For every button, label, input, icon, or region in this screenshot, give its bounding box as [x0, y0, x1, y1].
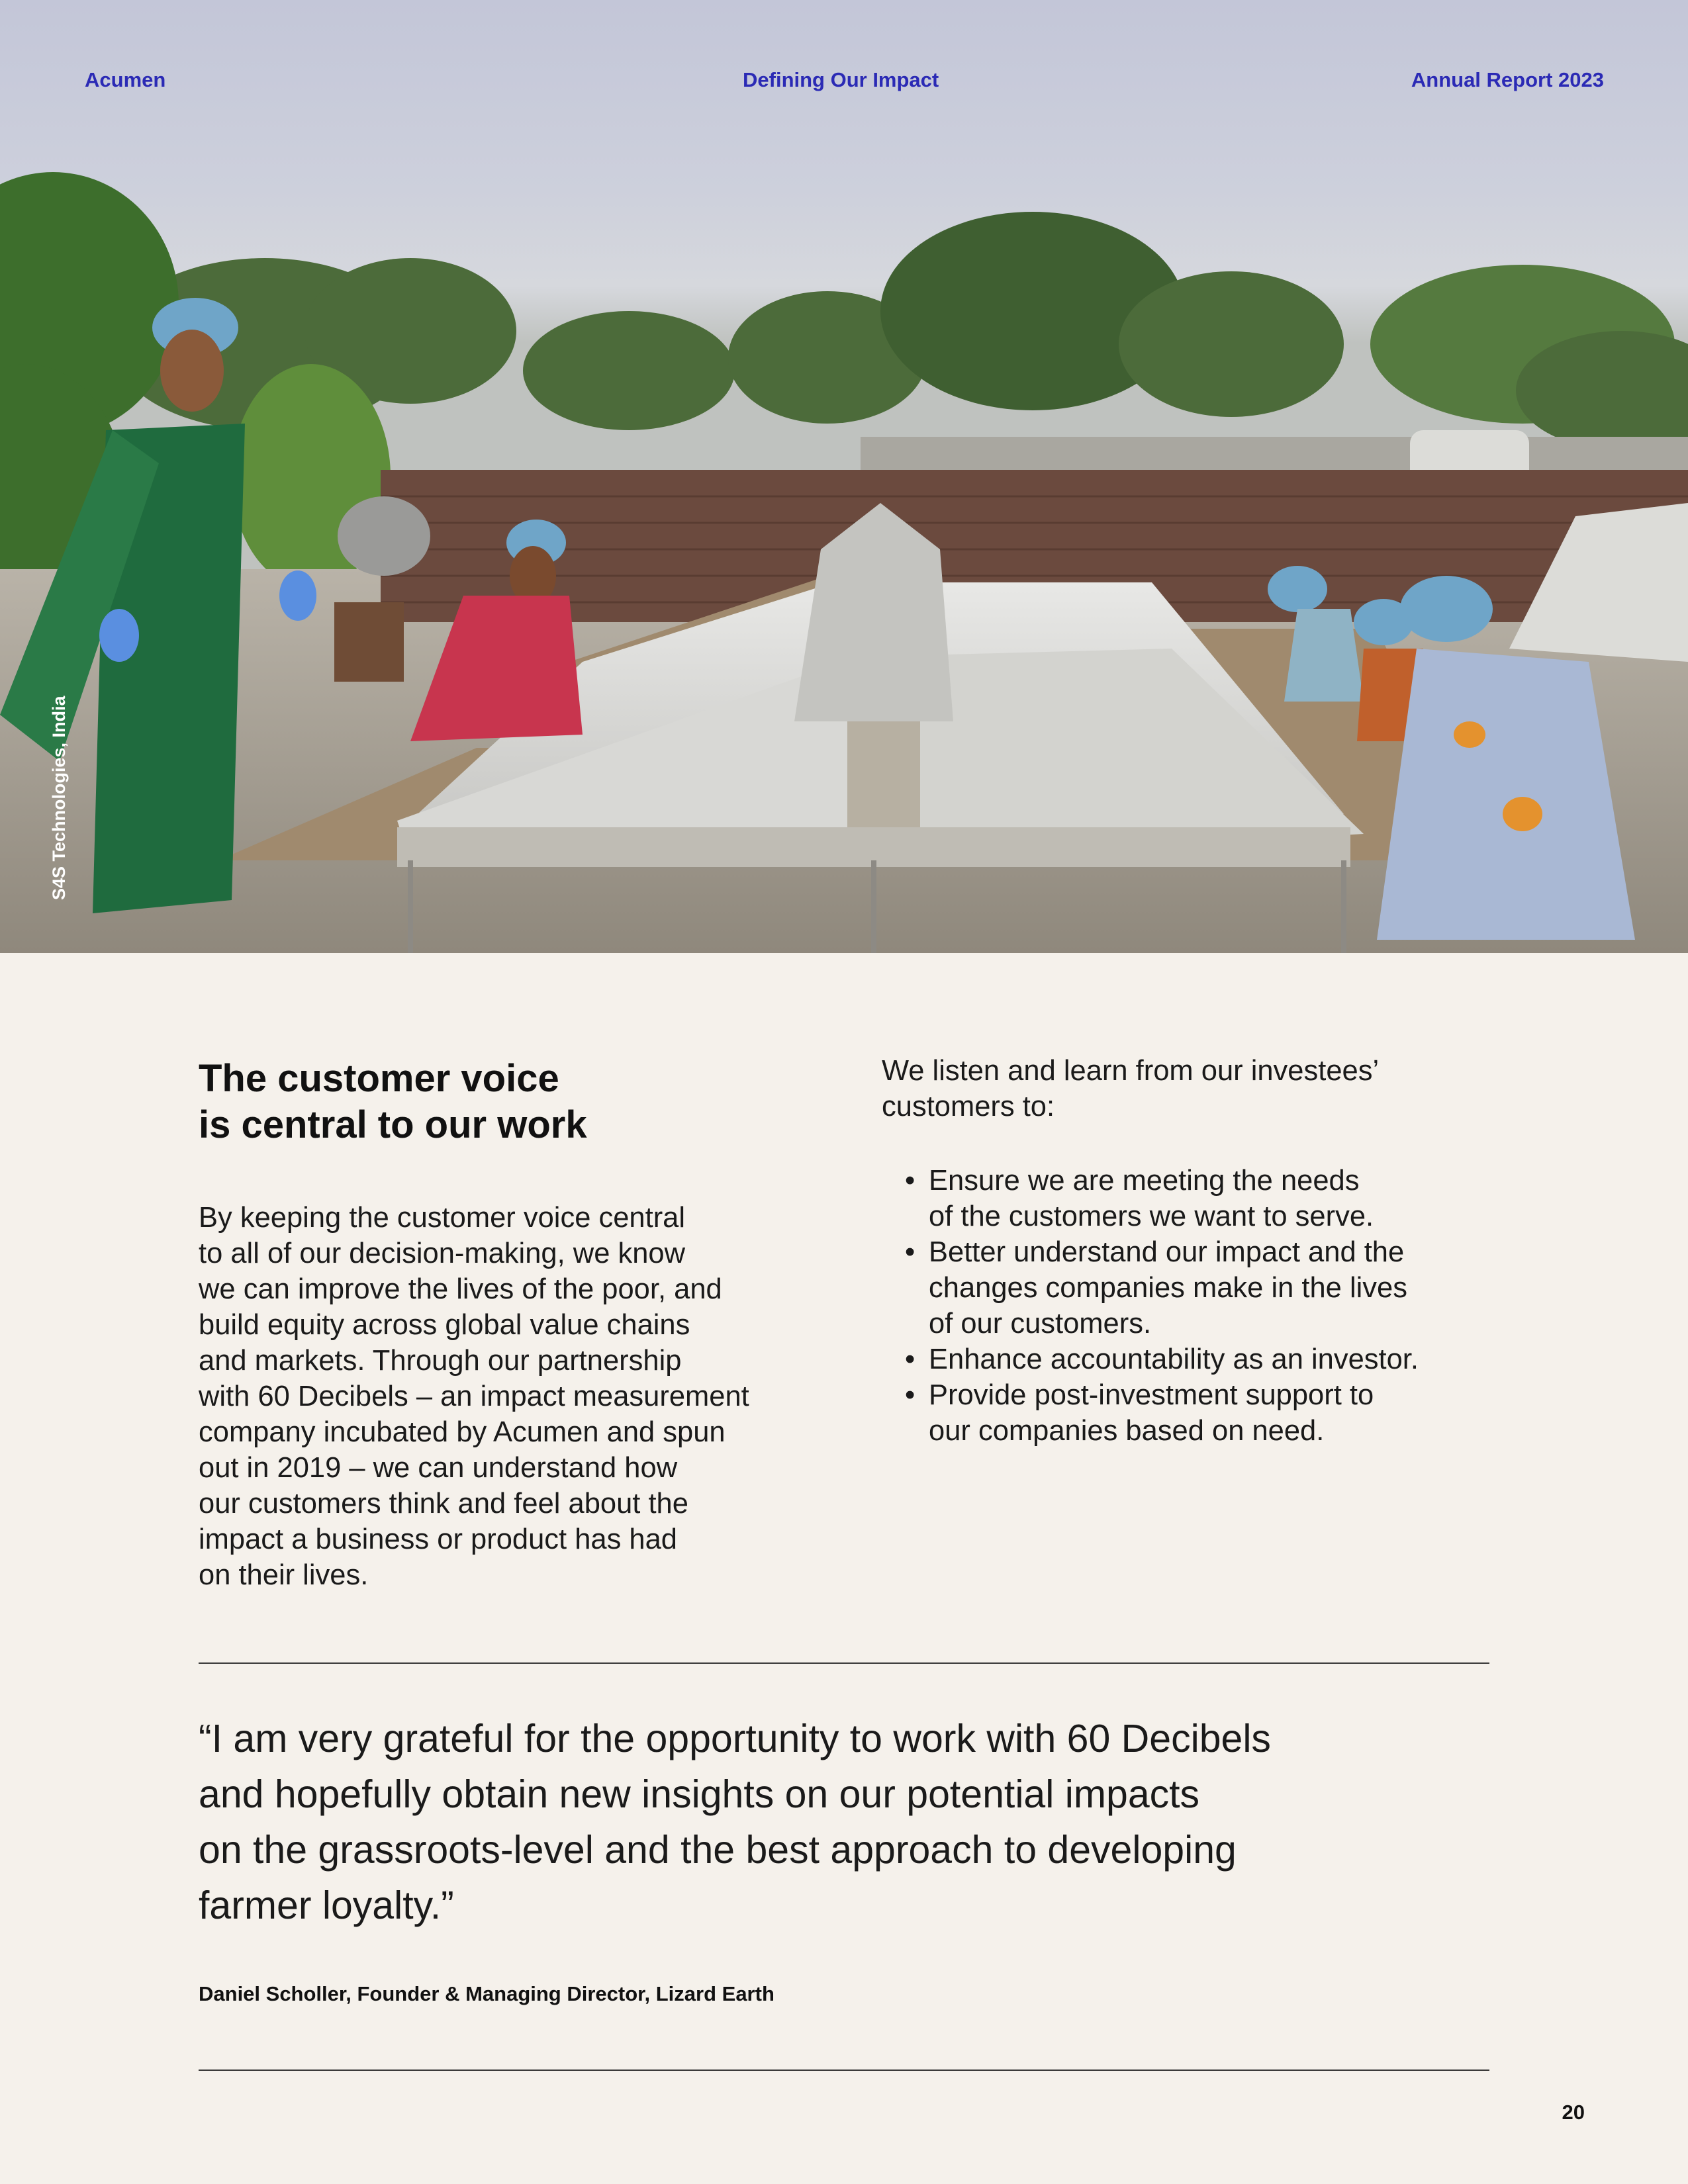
body-line: By keeping the customer voice central — [199, 1202, 686, 1234]
bullet-item — [882, 1163, 1511, 1234]
divider-bottom — [199, 2070, 1489, 2071]
body-line: we can improve the lives of the poor, and — [199, 1273, 722, 1305]
running-header — [0, 0, 1688, 159]
quote-attribution: Daniel Scholler, Founder & Managing Director, Lizard Earth — [199, 1982, 774, 2005]
heading-line: The customer voice — [199, 1057, 559, 1100]
body-line: build equity across global value chains — [199, 1309, 690, 1341]
bullet-line: • Ensure we are meeting the needs — [929, 1165, 1360, 1197]
body-line: and markets. Through our partnership — [199, 1345, 682, 1377]
report-title: Annual Report 2023 — [1411, 68, 1604, 91]
intro-line: customers to: — [882, 1091, 1055, 1122]
bullet-line: • Enhance accountability as an investor. — [929, 1343, 1419, 1375]
quote-line: farmer loyalty.” — [199, 1884, 454, 1927]
heading-line: is central to our work — [199, 1103, 587, 1146]
divider-top — [199, 1662, 1489, 1664]
body-line: company incubated by Acumen and spun — [199, 1416, 726, 1448]
bullet-item — [882, 1342, 1511, 1377]
hero-photo — [0, 0, 1688, 953]
quote-line: and hopefully obtain new insights on our potential impacts — [199, 1772, 1200, 1816]
purpose-list-column — [882, 1053, 1511, 1449]
section-heading — [199, 1056, 861, 1148]
section-title: Defining Our Impact — [743, 68, 939, 91]
body-line: on their lives. — [199, 1559, 369, 1591]
body-line: to all of our decision-making, we know — [199, 1238, 686, 1269]
body-line: our customers think and feel about the — [199, 1488, 688, 1520]
body-paragraph — [199, 1200, 834, 1593]
bullet-line: of our customers. — [929, 1308, 1152, 1340]
brand-name: Acumen — [85, 68, 166, 91]
bullet-line: of the customers we want to serve. — [929, 1201, 1374, 1232]
satellite-dish — [338, 496, 430, 576]
intro-line: We listen and learn from our investees’ — [882, 1055, 1380, 1087]
list-intro — [882, 1053, 1511, 1124]
quote-line: on the grassroots-level and the best approach to developing — [199, 1828, 1237, 1872]
body-line: with 60 Decibels – an impact measurement — [199, 1381, 749, 1412]
purpose-bullet-list — [882, 1163, 1511, 1449]
pull-quote — [199, 1711, 1489, 1933]
photo-credit: S4S Technologies, India — [49, 696, 69, 900]
body-line: out in 2019 – we can understand how — [199, 1452, 678, 1484]
bullet-line: our companies based on need. — [929, 1415, 1325, 1447]
bullet-line: • Provide post-investment support to — [929, 1379, 1374, 1411]
bullet-item — [882, 1377, 1511, 1449]
quote-line: “I am very grateful for the opportunity to work with 60 Decibels — [199, 1717, 1271, 1760]
bullet-line: changes companies make in the lives — [929, 1272, 1407, 1304]
body-line: impact a business or product has had — [199, 1524, 677, 1555]
page-number: 20 — [1562, 2101, 1585, 2124]
bullet-line: • Better understand our impact and the — [929, 1236, 1405, 1268]
bullet-item — [882, 1234, 1511, 1342]
